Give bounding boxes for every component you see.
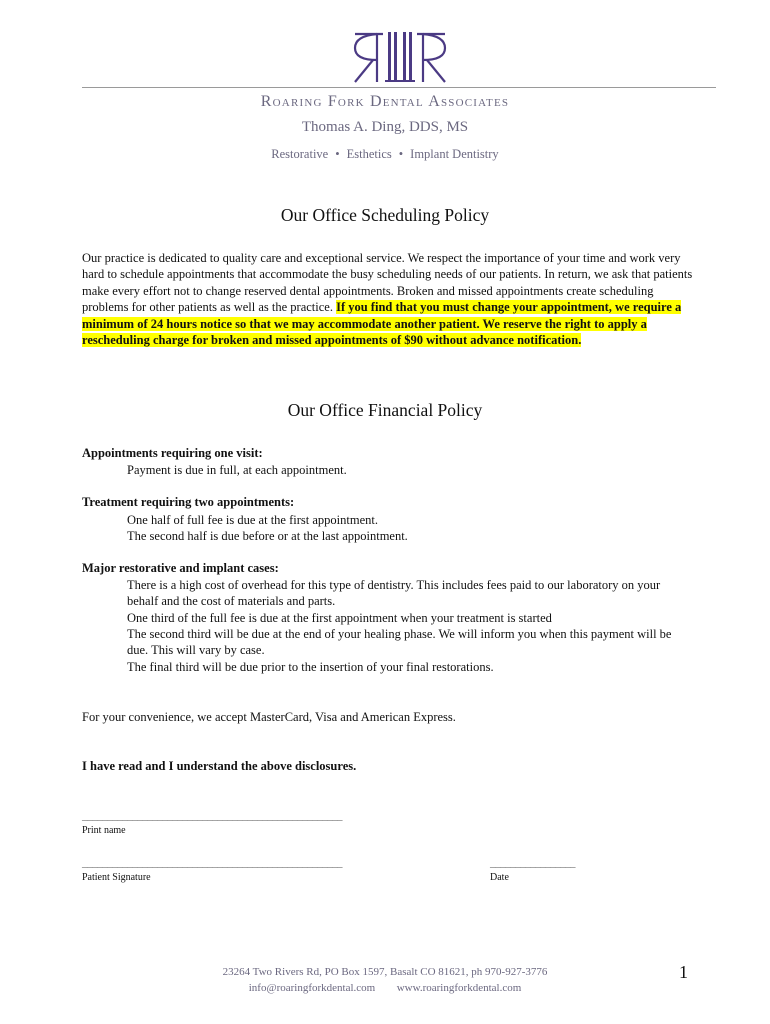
page-number: 1 [679, 962, 688, 982]
section-two-appointments-heading: Treatment requiring two appointments: [82, 495, 295, 509]
service-esthetics: Esthetics [346, 147, 392, 161]
service-implant: Implant Dentistry [410, 147, 499, 161]
patient-signature-line[interactable]: ____________________________________________________ [82, 857, 342, 869]
financial-title: Our Office Financial Policy [287, 400, 483, 420]
acknowledgement: I have read and I understand the above disclosures. [82, 759, 357, 773]
footer-contact [0, 982, 770, 994]
major-cases-line-4: The final third will be due prior to the insertion of your final restorations. [127, 660, 494, 674]
date-label: Date [490, 872, 509, 883]
scheduling-highlight: If you find that you must change your appointment, we require a minimum of 24 hours notice so that we may accommodate another patient. We reserve the right to apply a rescheduling charge for broken and missed appointments of $90 without advance notification. [82, 300, 682, 348]
practice-name: Roaring Fork Dental Associates [260, 93, 510, 110]
major-cases-line-2: One third of the full fee is due at the first appointment when your treatment is started [127, 611, 552, 625]
two-appointments-line-1: One half of full fee is due at the first appointment. [127, 513, 378, 527]
print-name-label: Print name [82, 825, 126, 836]
scheduling-title: Our Office Scheduling Policy [280, 205, 490, 225]
cards-note: For your convenience, we accept MasterCard, Visa and American Express. [82, 710, 456, 724]
practice-logo [347, 26, 453, 84]
print-name-line[interactable]: ____________________________________________________ [82, 810, 342, 822]
header-divider [82, 87, 716, 88]
scheduling-body [82, 250, 697, 348]
footer-email[interactable]: info@roaringforkdental.com [248, 982, 376, 994]
date-line[interactable]: _________________ [490, 857, 575, 869]
services-line: Restorative • Esthetics • Implant Dentistry [271, 147, 499, 161]
one-visit-line-1: Payment is due in full, at each appointment. [127, 463, 347, 477]
patient-signature-label: Patient Signature [82, 872, 151, 883]
footer-website[interactable]: www.roaringforkdental.com [396, 982, 522, 994]
major-cases-line-1: There is a high cost of overhead for this type of dentistry. This includes fees paid to our laboratory on your behalf and the cost of materials and parts. [127, 578, 661, 609]
major-cases-line-3: The second third will be due at the end of your healing phase. We will inform you when this payment will be due. This will vary by case. [127, 627, 672, 658]
section-major-cases-heading: Major restorative and implant cases: [82, 561, 279, 575]
service-restorative: Restorative [271, 147, 329, 161]
doctor-name: Thomas A. Ding, DDS, MS [301, 119, 469, 135]
footer-address: 23264 Two Rivers Rd, PO Box 1597, Basalt CO 81621, ph 970-927-3776 [222, 966, 548, 978]
scheduling-intro: Our practice is dedicated to quality care and exceptional service. We respect the importance of your time and work very hard to schedule appointments that accommodate the busy scheduling needs of our patients. In return, we ask that patients make every effort not to change reserved dental appointments. Broken and missed appointments create scheduling problems for other patients as well as the practice. [82, 251, 693, 315]
section-one-visit-heading: Appointments requiring one visit: [82, 446, 263, 460]
two-appointments-line-2: The second half is due before or at the last appointment. [127, 529, 408, 543]
